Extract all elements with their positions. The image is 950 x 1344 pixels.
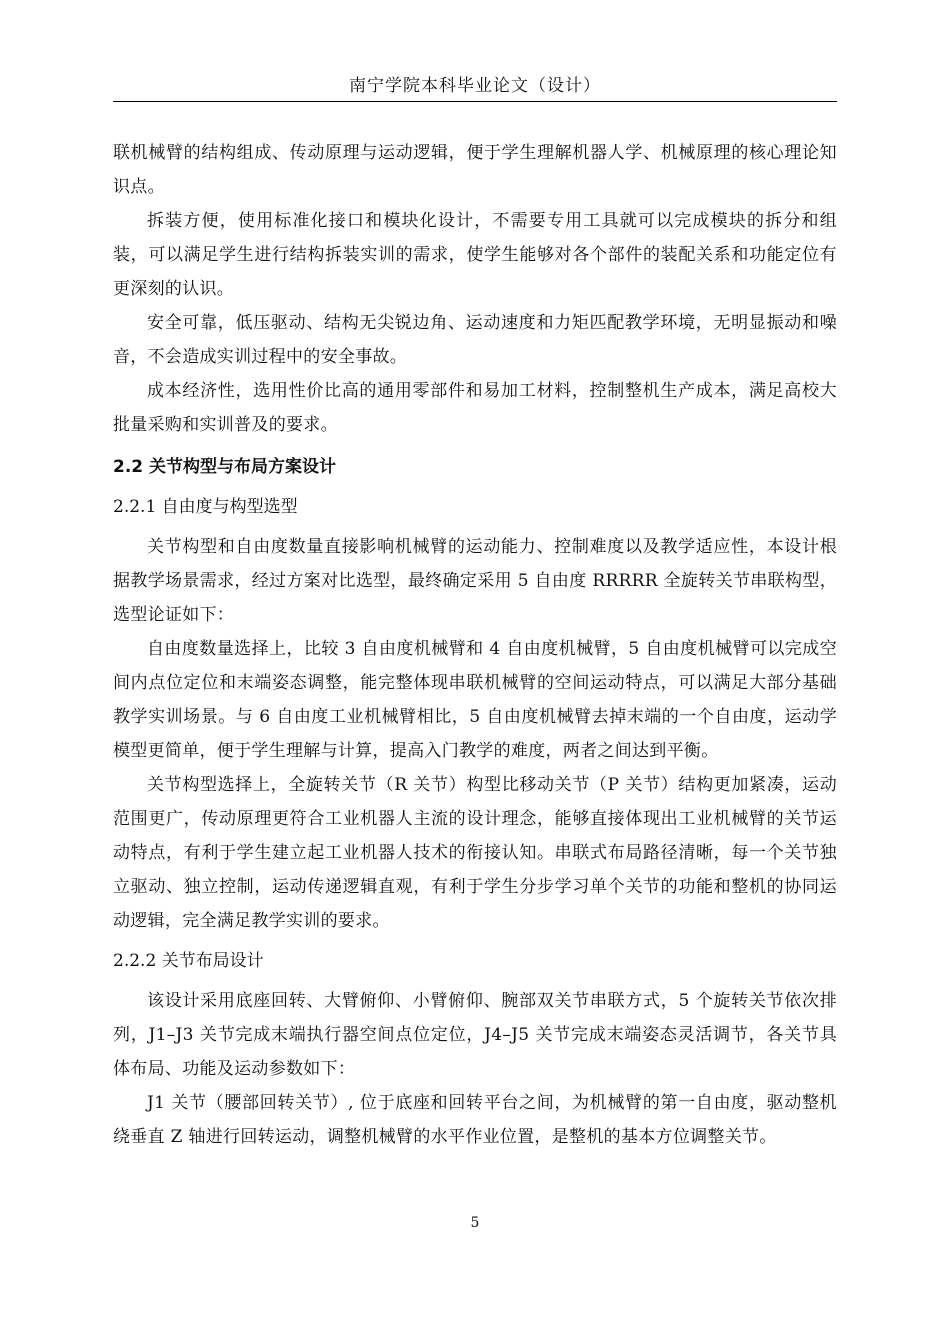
paragraph-cost: 成本经济性，选用性价比高的通用零部件和易加工材料，控制整机生产成本，满足高校大批量采购和实训普及的要求。 <box>113 381 837 435</box>
paragraph-dof-choice: 自由度数量选择上，比较 3 自由度机械臂和 4 自由度机械臂，5 自由度机械臂可以完成空间内点位定位和末端姿态调整，能完整体现串联机械臂的空间运动特点，可以满足大部分基础教学实训场景。与 6 自由度工业机械臂相比，5 自由度机械臂去掉末端的一个自由度，运动学模型更简单，便于学生理解与计算，提高入门教学的难度，两者之间达到平衡。 <box>113 639 837 761</box>
subsection-heading-2-2-1: 2.2.1 自由度与构型选型 <box>113 497 298 517</box>
subsection-heading-2-2-2: 2.2.2 关节布局设计 <box>113 951 264 971</box>
section-heading-2-2: 2.2 关节构型与布局方案设计 <box>113 457 337 477</box>
paragraph-config-intro: 关节构型和自由度数量直接影响机械臂的运动能力、控制难度以及教学适应性，本设计根据教学场景需求，经过方案对比选型，最终确定采用 5 自由度 RRRRR 全旋转关节串联构型，选型论证如下： <box>113 537 837 625</box>
paragraph-continuation: 联机械臂的结构组成、传动原理与运动逻辑，便于学生理解机器人学、机械原理的核心理论知识点。 <box>113 143 837 197</box>
paragraph-safety: 安全可靠，低压驱动、结构无尖锐边角、运动速度和力矩匹配教学环境，无明显振动和噪音，不会造成实训过程中的安全事故。 <box>113 313 837 367</box>
paragraph-easy-assembly: 拆装方便，使用标准化接口和模块化设计，不需要专用工具就可以完成模块的拆分和组装，可以满足学生进行结构拆装实训的需求，使学生能够对各个部件的装配关系和功能定位有更深刻的认识。 <box>113 211 837 299</box>
page-number: 5 <box>470 1215 480 1231</box>
running-header: 南宁学院本科毕业论文（设计） <box>349 76 601 96</box>
paragraph-joint-type: 关节构型选择上，全旋转关节（R 关节）构型比移动关节（P 关节）结构更加紧凑，运动范围更广，传动原理更符合工业机器人主流的设计理念，能够直接体现出工业机械臂的关节运动特点，有利于学生建立起工业机器人技术的衔接认知。串联式布局路径清晰，每一个关节独立驱动、独立控制，运动传递逻辑直观，有利于学生分步学习单个关节的功能和整机的协同运动逻辑，完全满足教学实训的要求。 <box>113 775 837 931</box>
page-body <box>113 136 837 1154</box>
paragraph-layout: 该设计采用底座回转、大臂俯仰、小臂俯仰、腕部双关节串联方式，5 个旋转关节依次排列，J1–J3 关节完成末端执行器空间点位定位，J4–J5 关节完成末端姿态灵活调节，各关节具体布局、功能及运动参数如下： <box>113 991 837 1079</box>
paragraph-j1-joint: J1 关节（腰部回转关节）, 位于底座和回转平台之间，为机械臂的第一自由度，驱动整机绕垂直 Z 轴进行回转运动，调整机械臂的水平作业位置，是整机的基本方位调整关节。 <box>113 1093 837 1147</box>
header-divider <box>113 101 837 102</box>
